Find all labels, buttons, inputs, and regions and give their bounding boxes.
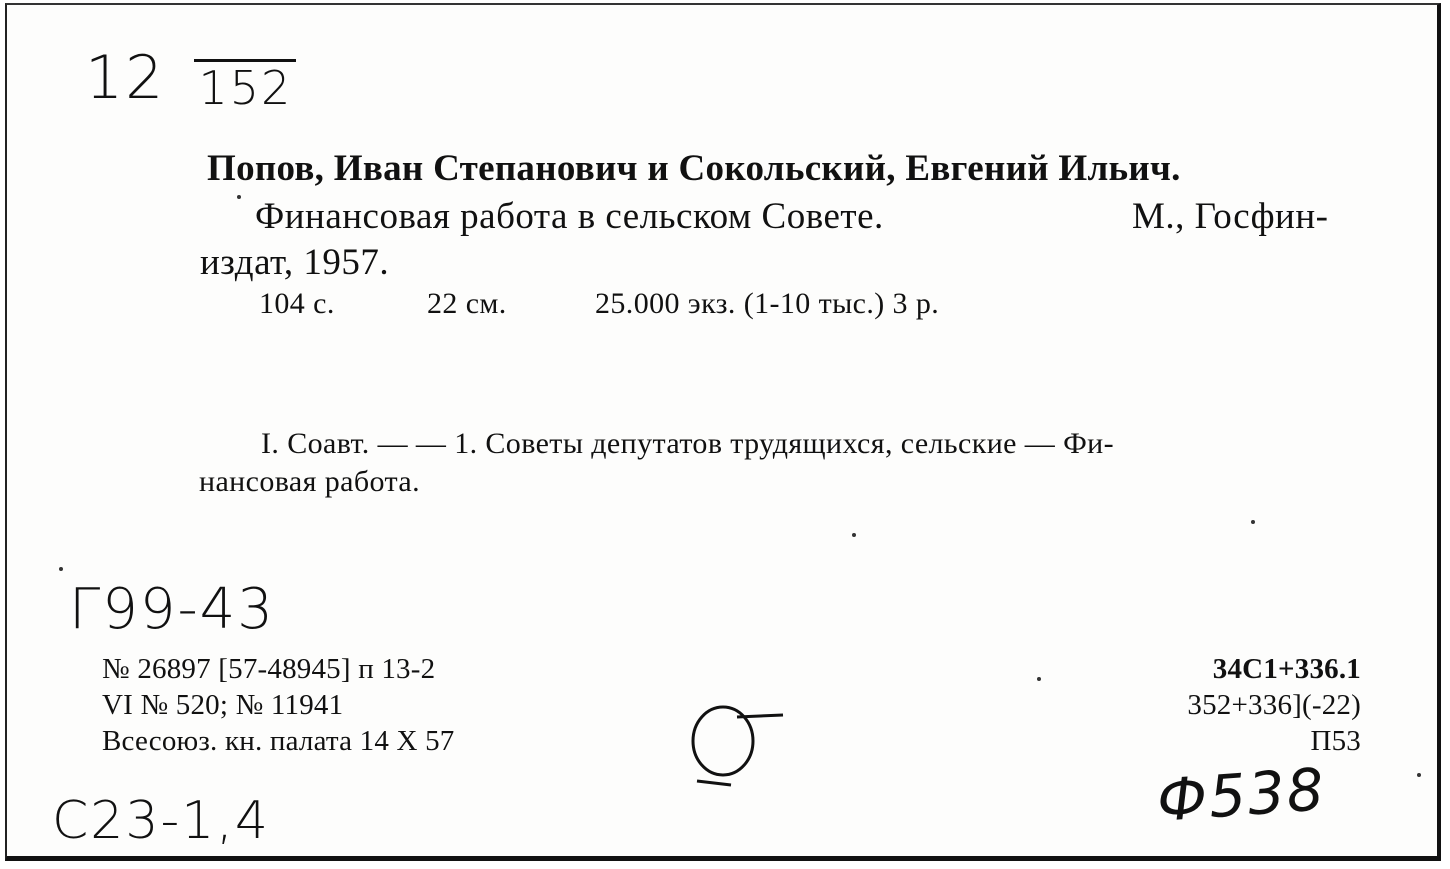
speck [59, 567, 63, 571]
entry-title-line-2: издат, 1957. [200, 242, 390, 283]
imprint-right-line-3: П53 [1310, 725, 1361, 757]
circle-mark-icon [685, 697, 795, 792]
entry-heading: Попов, Иван Степанович и Сокольский, Евгений Ильич. [207, 148, 1181, 189]
speck [1417, 773, 1421, 777]
handwritten-code-bottom-left: С23-1,4 [52, 791, 270, 851]
handwritten-code-top [85, 43, 296, 114]
speck [1037, 677, 1041, 681]
imprint-left-line-1: № 26897 [57-48945] п 13-2 [102, 653, 436, 685]
entry-publisher-start: М., Госфин- [1132, 196, 1329, 237]
handwritten-code-middle: Г99-43 [69, 577, 275, 642]
speck [237, 195, 241, 199]
entry-title-line-1: Финансовая работа в сельском Совете. [255, 196, 884, 237]
tracing-line-1: I. Соавт. — — 1. Советы депутатов трудящихся, сельские — Фи- [261, 427, 1115, 460]
imprint-left-line-2: VI № 520; № 11941 [102, 689, 344, 721]
speck [852, 533, 856, 537]
handwritten-code-number: 12 [85, 43, 166, 113]
speck [1251, 520, 1255, 524]
handwritten-code-fraction: 152 [194, 59, 296, 114]
collation-pages: 104 с. [259, 287, 335, 320]
imprint-right-line-2: 352+336](-22) [1187, 689, 1361, 721]
collation-print-run: 25.000 экз. (1-10 тыс.) 3 р. [595, 287, 940, 320]
imprint-right-line-1: 34С1+336.1 [1212, 653, 1361, 685]
handwritten-code-bottom-right: Ф538 [1154, 755, 1328, 835]
catalog-card [5, 3, 1441, 861]
collation-size: 22 см. [427, 287, 507, 320]
tracing-line-2: нансовая работа. [199, 465, 420, 498]
imprint-left-line-3: Всесоюз. кн. палата 14 X 57 [102, 725, 455, 757]
